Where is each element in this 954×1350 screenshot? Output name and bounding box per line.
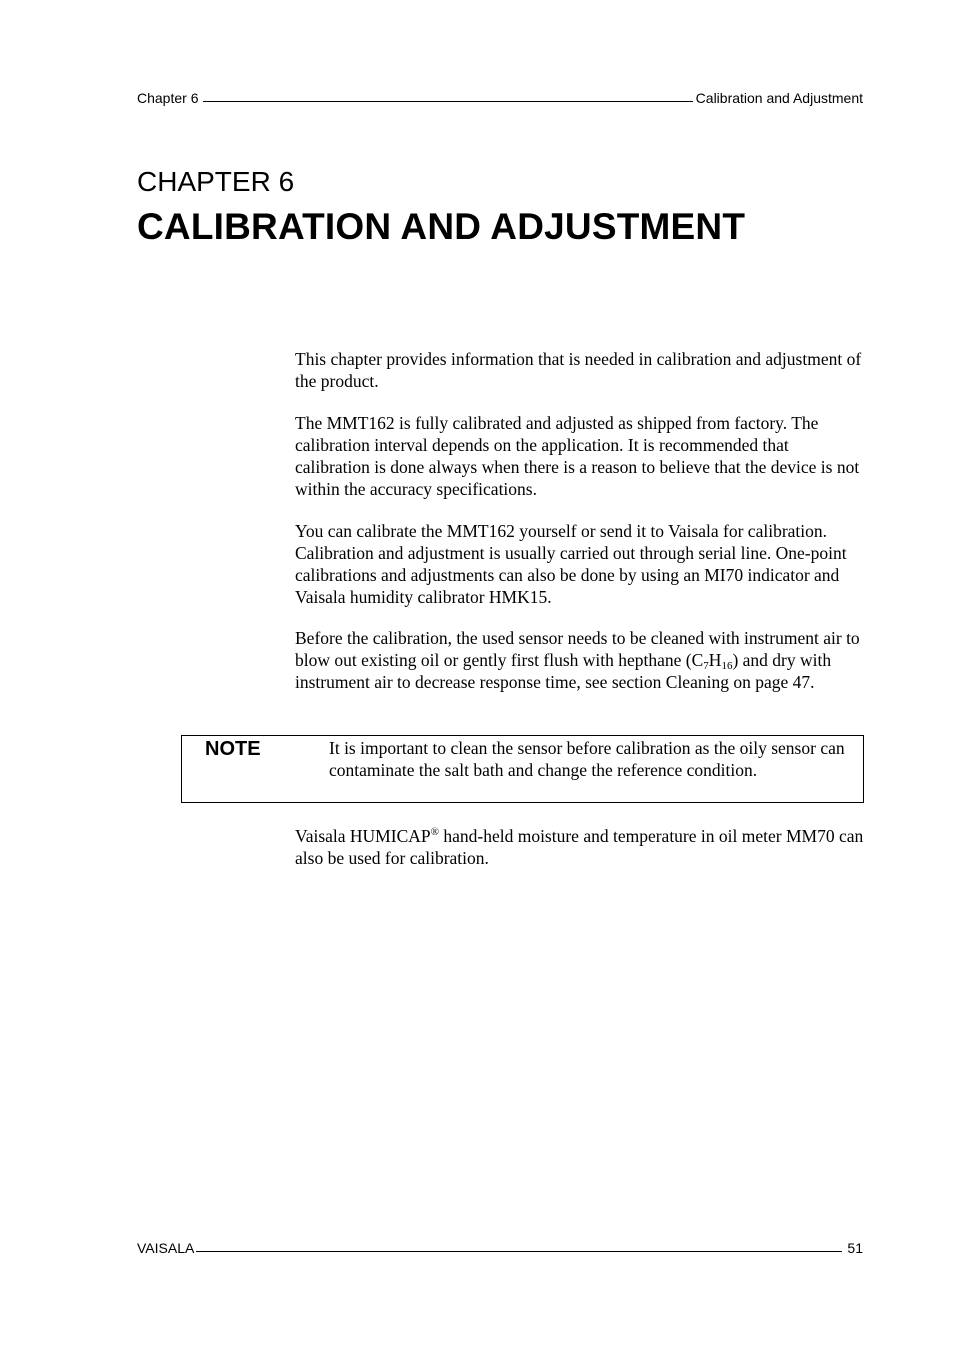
registered-mark: ® xyxy=(430,826,439,838)
header-section-title: Calibration and Adjustment xyxy=(695,90,863,106)
cleaning-text-end: ) and dry with instrument air to decrease response time, see section Cleaning on page 47. xyxy=(295,650,832,692)
footer-rule xyxy=(196,1251,842,1252)
chapter-number: CHAPTER 6 xyxy=(137,166,295,197)
mm70-paragraph xyxy=(295,825,865,869)
note-box xyxy=(181,735,864,803)
hydrogen-symbol: H xyxy=(708,650,722,670)
intro-paragraph: This chapter provides information that is needed in calibration and adjustment of the product. xyxy=(295,349,862,391)
page-footer xyxy=(137,1240,863,1256)
note-label: NOTE xyxy=(205,738,261,760)
hydrogen-subscript: 16 xyxy=(721,660,733,672)
mm70-text-end: hand-held moisture and temperature in oil meter MM70 can also be used for calibration. xyxy=(295,826,864,868)
chapter-title: CALIBRATION AND ADJUSTMENT xyxy=(137,206,746,247)
cleaning-text-start: Before the calibration, the used sensor needs to be cleaned with instrument air to blow out existing oil or gently first flush with hepthane (C xyxy=(295,628,860,670)
page-header xyxy=(137,90,863,106)
mm70-text-start: Vaisala HUMICAP xyxy=(295,826,431,846)
header-rule xyxy=(203,101,692,102)
header-chapter: Chapter 6 xyxy=(137,90,199,106)
factory-calibration-paragraph: The MMT162 is fully calibrated and adjusted as shipped from factory. The calibration interval depends on the application. It is recommended that calibration is done always when there is a reason to believe that the device is not within the accuracy specifications. xyxy=(295,413,860,499)
calibration-options-paragraph: You can calibrate the MMT162 yourself or send it to Vaisala for calibration. Calibration and adjustment is usually carried out through serial line. One-point calibrations and adjustments can also be done by using an MI70 indicator and Vaisala humidity calibrator HMK15. xyxy=(295,521,847,607)
page-number: 51 xyxy=(847,1240,863,1256)
carbon-subscript: 7 xyxy=(703,660,709,672)
note-text: It is important to clean the sensor before calibration as the oily sensor can contaminate the salt bath and change the reference condition. xyxy=(329,738,845,780)
footer-company: VAISALA xyxy=(137,1240,195,1256)
cleaning-paragraph xyxy=(295,627,865,693)
